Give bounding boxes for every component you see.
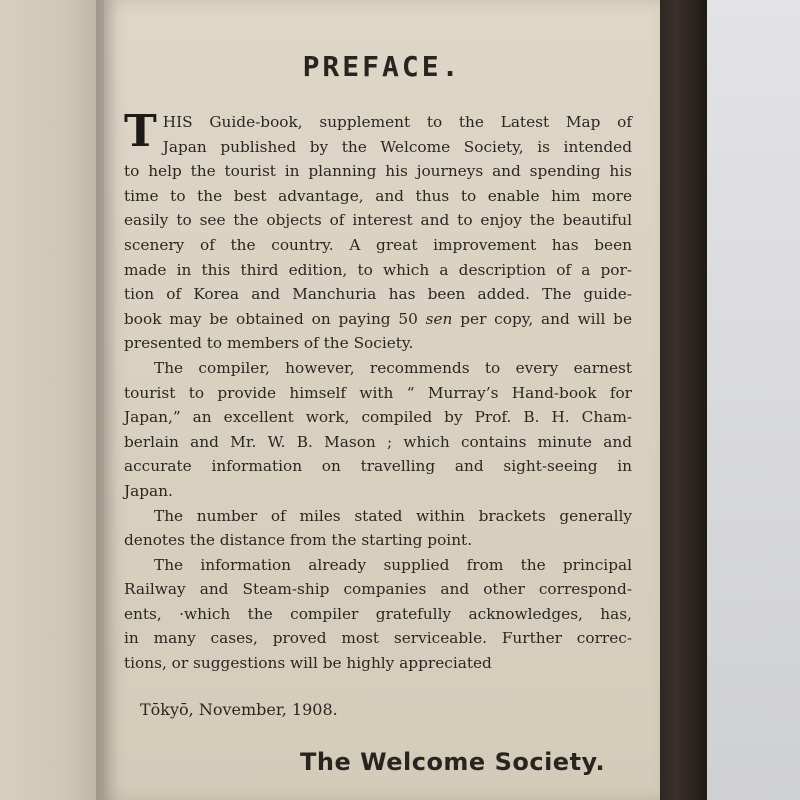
text-line: tion of Korea and Manchuria has been added. The guide- xyxy=(124,285,632,304)
text-line: The compiler, however, recommends to every earnest xyxy=(154,358,632,377)
date-line: Tōkyō, November, 1908. xyxy=(140,700,338,719)
paragraph-3 xyxy=(124,504,632,553)
italic-word: sen xyxy=(425,309,453,328)
text-line: time to the best advantage, and thus to enable him more xyxy=(124,186,632,205)
text-line: presented to members of the Society. xyxy=(124,334,414,353)
paragraph-1 xyxy=(124,106,632,356)
text-fragment: per copy, and will be xyxy=(452,309,632,328)
text-line: Japan,” an excellent work, compiled by Prof. B. H. Cham- xyxy=(124,408,632,427)
page-title: PREFACE. xyxy=(302,50,462,83)
text-line: HIS Guide-book, supplement to the Latest Map of xyxy=(162,113,632,131)
text-line: in many cases, proved most serviceable. Further correc- xyxy=(124,629,632,648)
text-line: The information already supplied from the principal xyxy=(154,555,632,574)
text-line: Railway and Steam-ship companies and other correspond- xyxy=(124,580,632,599)
drop-cap: T xyxy=(124,106,157,157)
text-line: tions, or suggestions will be highly appreciated xyxy=(124,654,492,673)
facing-page-edge xyxy=(0,0,110,800)
background-surface xyxy=(707,0,800,800)
book-gutter-shadow xyxy=(96,0,118,800)
text-line: easily to see the objects of interest and to enjoy the beautiful xyxy=(124,211,632,230)
paragraph-4 xyxy=(124,553,632,676)
text-line: tourist to provide himself with “ Murray’s Hand-book for xyxy=(124,383,632,402)
book-cover-edge xyxy=(655,0,707,800)
signature: The Welcome Society. xyxy=(300,748,606,776)
text-line: The number of miles stated within brackets generally xyxy=(154,506,632,525)
text-line: accurate information on travelling and sight-seeing in xyxy=(124,457,632,476)
text-line xyxy=(124,307,632,332)
text-line: Japan. xyxy=(124,481,173,500)
text-line: scenery of the country. A great improvement has been xyxy=(124,235,632,254)
text-line: berlain and Mr. W. B. Mason ; which contains minute and xyxy=(124,432,632,451)
paragraph-2 xyxy=(124,356,632,504)
book-page xyxy=(104,0,660,800)
text-line: made in this third edition, to which a description of a por- xyxy=(124,260,632,279)
text-line: denotes the distance from the starting point. xyxy=(124,531,473,550)
text-line: ents, ·which the compiler gratefully acknowledges, has, xyxy=(124,604,632,623)
text-fragment: book may be obtained on paying 50 xyxy=(124,309,426,328)
text-line: to help the tourist in planning his journeys and spending his xyxy=(124,162,632,181)
text-line: Japan published by the Welcome Society, is intended xyxy=(162,137,632,156)
preface-body xyxy=(124,106,632,676)
